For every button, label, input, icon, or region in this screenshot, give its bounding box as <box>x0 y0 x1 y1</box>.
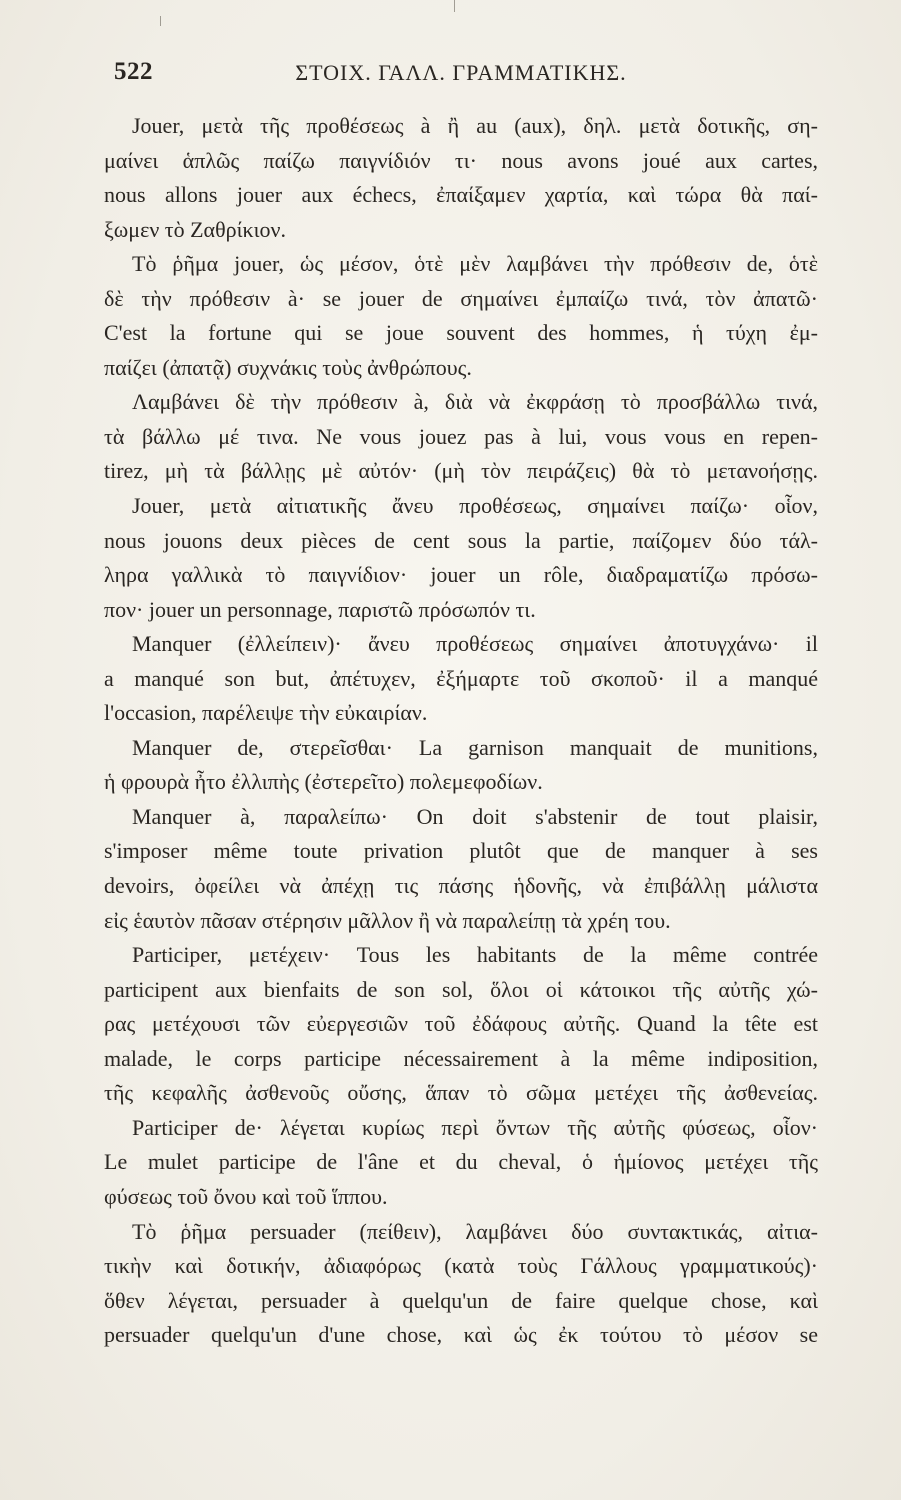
page-number: 522 <box>114 58 153 85</box>
text-line: Τὸ ῥῆμα persuader (πείθειν), λαμβάνει δύο συντακτικάς, αἰτια- <box>132 1218 818 1244</box>
text-line: Participer de· λέγεται κυρίως περὶ ὄντων τῆς αὐτῆς φύσεως, οἷον· <box>132 1114 818 1140</box>
text-line: Jouer, μετὰ τῆς προθέσεως à ἢ au (aux), δηλ. μετὰ δοτικῆς, ση- <box>132 113 818 138</box>
text-line: devoirs, ὀφείλει νὰ ἀπέχῃ τις πάσης ἡδονῆς, νὰ ἐπιβάλλῃ μάλιστα <box>104 873 818 899</box>
text-line: εἰς ἑαυτὸν πᾶσαν στέρησιν μᾶλλον ἢ νὰ παραλείπῃ τὰ χρέη του. <box>104 907 671 933</box>
text-line: malade, le corps participe nécessairement à la même indiposition, <box>104 1045 818 1071</box>
text-line: l'occasion, παρέλειψε τὴν εὐκαιρίαν. <box>104 700 428 726</box>
text-line: ἡ φρουρὰ ἦτο ἐλλιπὴς (ἐστερεῖτο) πολεμεφοδίων. <box>104 769 543 795</box>
text-line: Jouer, μετὰ αἰτιατικῆς ἄνευ προθέσεως, σημαίνει παίζω· οἷον, <box>132 493 818 519</box>
text-line: παίζει (ἀπατᾷ) συχνάκις τοὺς ἀνθρώπους. <box>104 354 472 380</box>
text-line: Τὸ ῥῆμα jouer, ὡς μέσον, ὁτὲ μὲν λαμβάνει τὴν πρόθεσιν de, ὁτὲ <box>132 251 818 277</box>
text-line: Λαμβάνει δὲ τὴν πρόθεσιν à, διὰ νὰ ἐκφράσῃ τὸ προσβάλλω τινά, <box>132 389 818 415</box>
text-line: C'est la fortune qui se joue souvent des hommes, ἡ τύχη ἐμ- <box>104 320 818 346</box>
text-line: tirez, μὴ τὰ βάλλῃς μὲ αὐτόν· (μὴ τὸν πειράζεις) θὰ τὸ μετανοήσῃς. <box>104 458 818 484</box>
text-line: πον· jouer un personnage, παριστῶ πρόσωπόν τι. <box>104 596 536 622</box>
text-line: φύσεως τοῦ ὄνου καὶ τοῦ ἵππου. <box>104 1183 388 1209</box>
text-line: Participer, μετέχειν· Tous les habitants de la même contrée <box>132 942 818 968</box>
text-line: δὲ τὴν πρόθεσιν à· se jouer de σημαίνει ἐμπαίζω τινά, τὸν ἀπατῶ· <box>104 285 818 311</box>
text-line: Manquer à, παραλείπω· On doit s'abstenir de tout plaisir, <box>132 803 818 829</box>
margin-mark-top-left <box>160 16 161 26</box>
text-line: ὅθεν λέγεται, persuader à quelqu'un de faire quelque chose, καὶ <box>104 1287 818 1313</box>
text-line: persuader quelqu'un d'une chose, καὶ ὡς ἐκ τούτου τὸ μέσον se <box>104 1322 818 1348</box>
text-line: nous allons jouer aux échecs, ἐπαίξαμεν χαρτία, καὶ τώρα θὰ παί- <box>104 182 818 208</box>
body-text <box>104 109 818 1353</box>
text-line: Manquer de, στερεῖσθαι· La garnison manquait de munitions, <box>132 734 818 760</box>
text-line: participent aux bienfaits de son sol, ὅλοι οἱ κάτοικοι τῆς αὐτῆς χώ- <box>104 976 818 1002</box>
text-line: τὰ βάλλω μέ τινα. Ne vous jouez pas à lui, vous vous en repen- <box>104 423 818 449</box>
text-line: s'imposer même toute privation plutôt que de manquer à ses <box>104 838 818 864</box>
text-line: ληρα γαλλικὰ τὸ παιγνίδιον· jouer un rôle, διαδραματίζω πρόσω- <box>104 562 818 588</box>
text-line: Le mulet participe de l'âne et du cheval, ὁ ἡμίονος μετέχει τῆς <box>104 1149 818 1175</box>
margin-mark-top-center <box>454 0 455 12</box>
text-line: τικὴν καὶ δοτικήν, ἀδιαφόρως (κατὰ τοὺς Γάλλους γραμματικούς)· <box>104 1253 818 1279</box>
text-line: ρας μετέχουσι τῶν εὐεργεσιῶν τοῦ ἐδάφους αὐτῆς. Quand la tête est <box>104 1011 818 1037</box>
text-line: ξωμεν τὸ Ζαθρίκιον. <box>104 216 286 242</box>
text-line: nous jouons deux pièces de cent sous la partie, παίζομεν δύο τάλ- <box>104 527 818 553</box>
text-line: Manquer (ἐλλείπειν)· ἄνευ προθέσεως σημαίνει ἀποτυγχάνω· il <box>132 631 818 657</box>
text-line: μαίνει ἁπλῶς παίζω παιγνίδιόν τι· nous avons joué aux cartes, <box>104 147 818 173</box>
text-line: a manqué son but, ἀπέτυχεν, ἐξήμαρτε τοῦ σκοποῦ· il a manqué <box>104 665 818 691</box>
text-line: τῆς κεφαλῆς ἀσθενοῦς οὔσης, ἅπαν τὸ σῶμα μετέχει τῆς ἀσθενείας. <box>104 1080 818 1106</box>
running-head: ΣΤΟΙΧ. ΓΑΛΛ. ΓΡΑΜΜΑΤΙΚΗΣ. <box>295 60 627 85</box>
page-header <box>104 58 818 94</box>
